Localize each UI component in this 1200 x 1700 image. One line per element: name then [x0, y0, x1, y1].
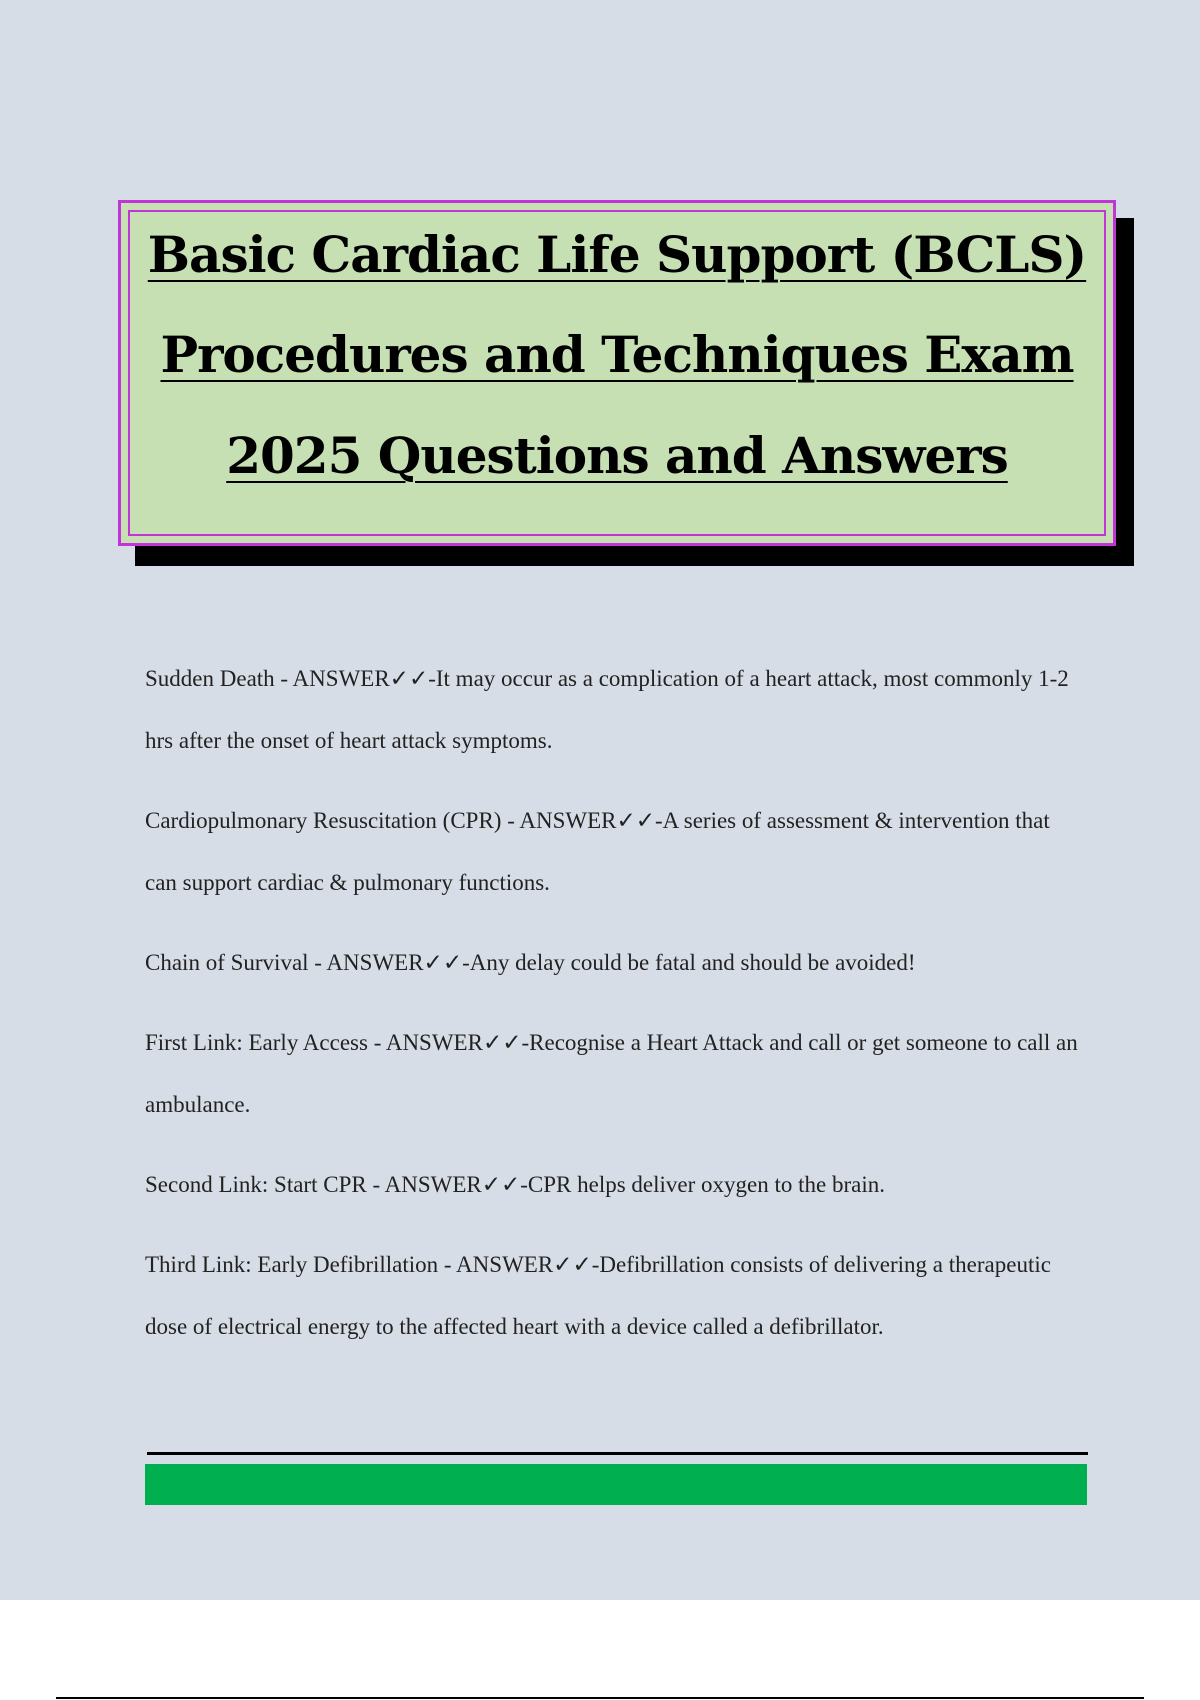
section-divider-line	[147, 1452, 1088, 1455]
answer-marker: - ANSWER✓✓-	[501, 808, 663, 833]
qa-answer: Any delay could be fatal and should be avoided!	[469, 950, 916, 975]
qa-term: Chain of Survival	[145, 950, 309, 975]
qa-term: Sudden Death	[145, 666, 275, 691]
qa-list	[145, 648, 1080, 1376]
qa-term: Third Link: Early Defibrillation	[145, 1252, 439, 1277]
title-box	[118, 200, 1116, 546]
qa-term: Second Link: Start CPR	[145, 1172, 367, 1197]
answer-marker: - ANSWER✓✓-	[308, 950, 470, 975]
qa-answer: CPR helps deliver oxygen to the brain.	[527, 1172, 885, 1197]
answer-marker: - ANSWER✓✓-	[367, 1030, 530, 1055]
qa-entry-second-link	[145, 1154, 1080, 1216]
qa-answer: A series of assessment & intervention that can support cardiac & pulmonary functions.	[145, 808, 1050, 895]
qa-term: First Link: Early Access	[145, 1030, 368, 1055]
answer-marker: - ANSWER✓✓-	[438, 1252, 600, 1277]
qa-term: Cardiopulmonary Resuscitation (CPR)	[145, 808, 502, 833]
qa-answer: It may occur as a complication of a heart attack, most commonly 1-2 hrs after the onset of heart attack symptoms.	[145, 666, 1069, 753]
qa-entry-third-link	[145, 1234, 1080, 1358]
qa-entry-first-link	[145, 1012, 1080, 1136]
green-divider-bar	[145, 1464, 1087, 1505]
answer-marker: - ANSWER✓✓-	[366, 1172, 528, 1197]
qa-answer: Recognise a Heart Attack and call or get someone to call an ambulance.	[145, 1030, 1078, 1117]
qa-answer: Defibrillation consists of delivering a therapeutic dose of electrical energy to the affected heart with a device called a defibrillator.	[145, 1252, 1051, 1339]
title-line-1: Basic Cardiac Life Support (BCLS)	[147, 225, 1087, 284]
qa-entry-chain-of-survival	[145, 932, 1080, 994]
page-footer-line	[56, 1697, 1144, 1699]
qa-entry-cpr	[145, 790, 1080, 914]
qa-entry-sudden-death	[145, 648, 1080, 772]
title-line-2: Procedures and Techniques Exam	[160, 325, 1074, 384]
answer-marker: - ANSWER✓✓-	[274, 666, 436, 691]
title-line-3: 2025 Questions and Answers	[226, 426, 1008, 485]
